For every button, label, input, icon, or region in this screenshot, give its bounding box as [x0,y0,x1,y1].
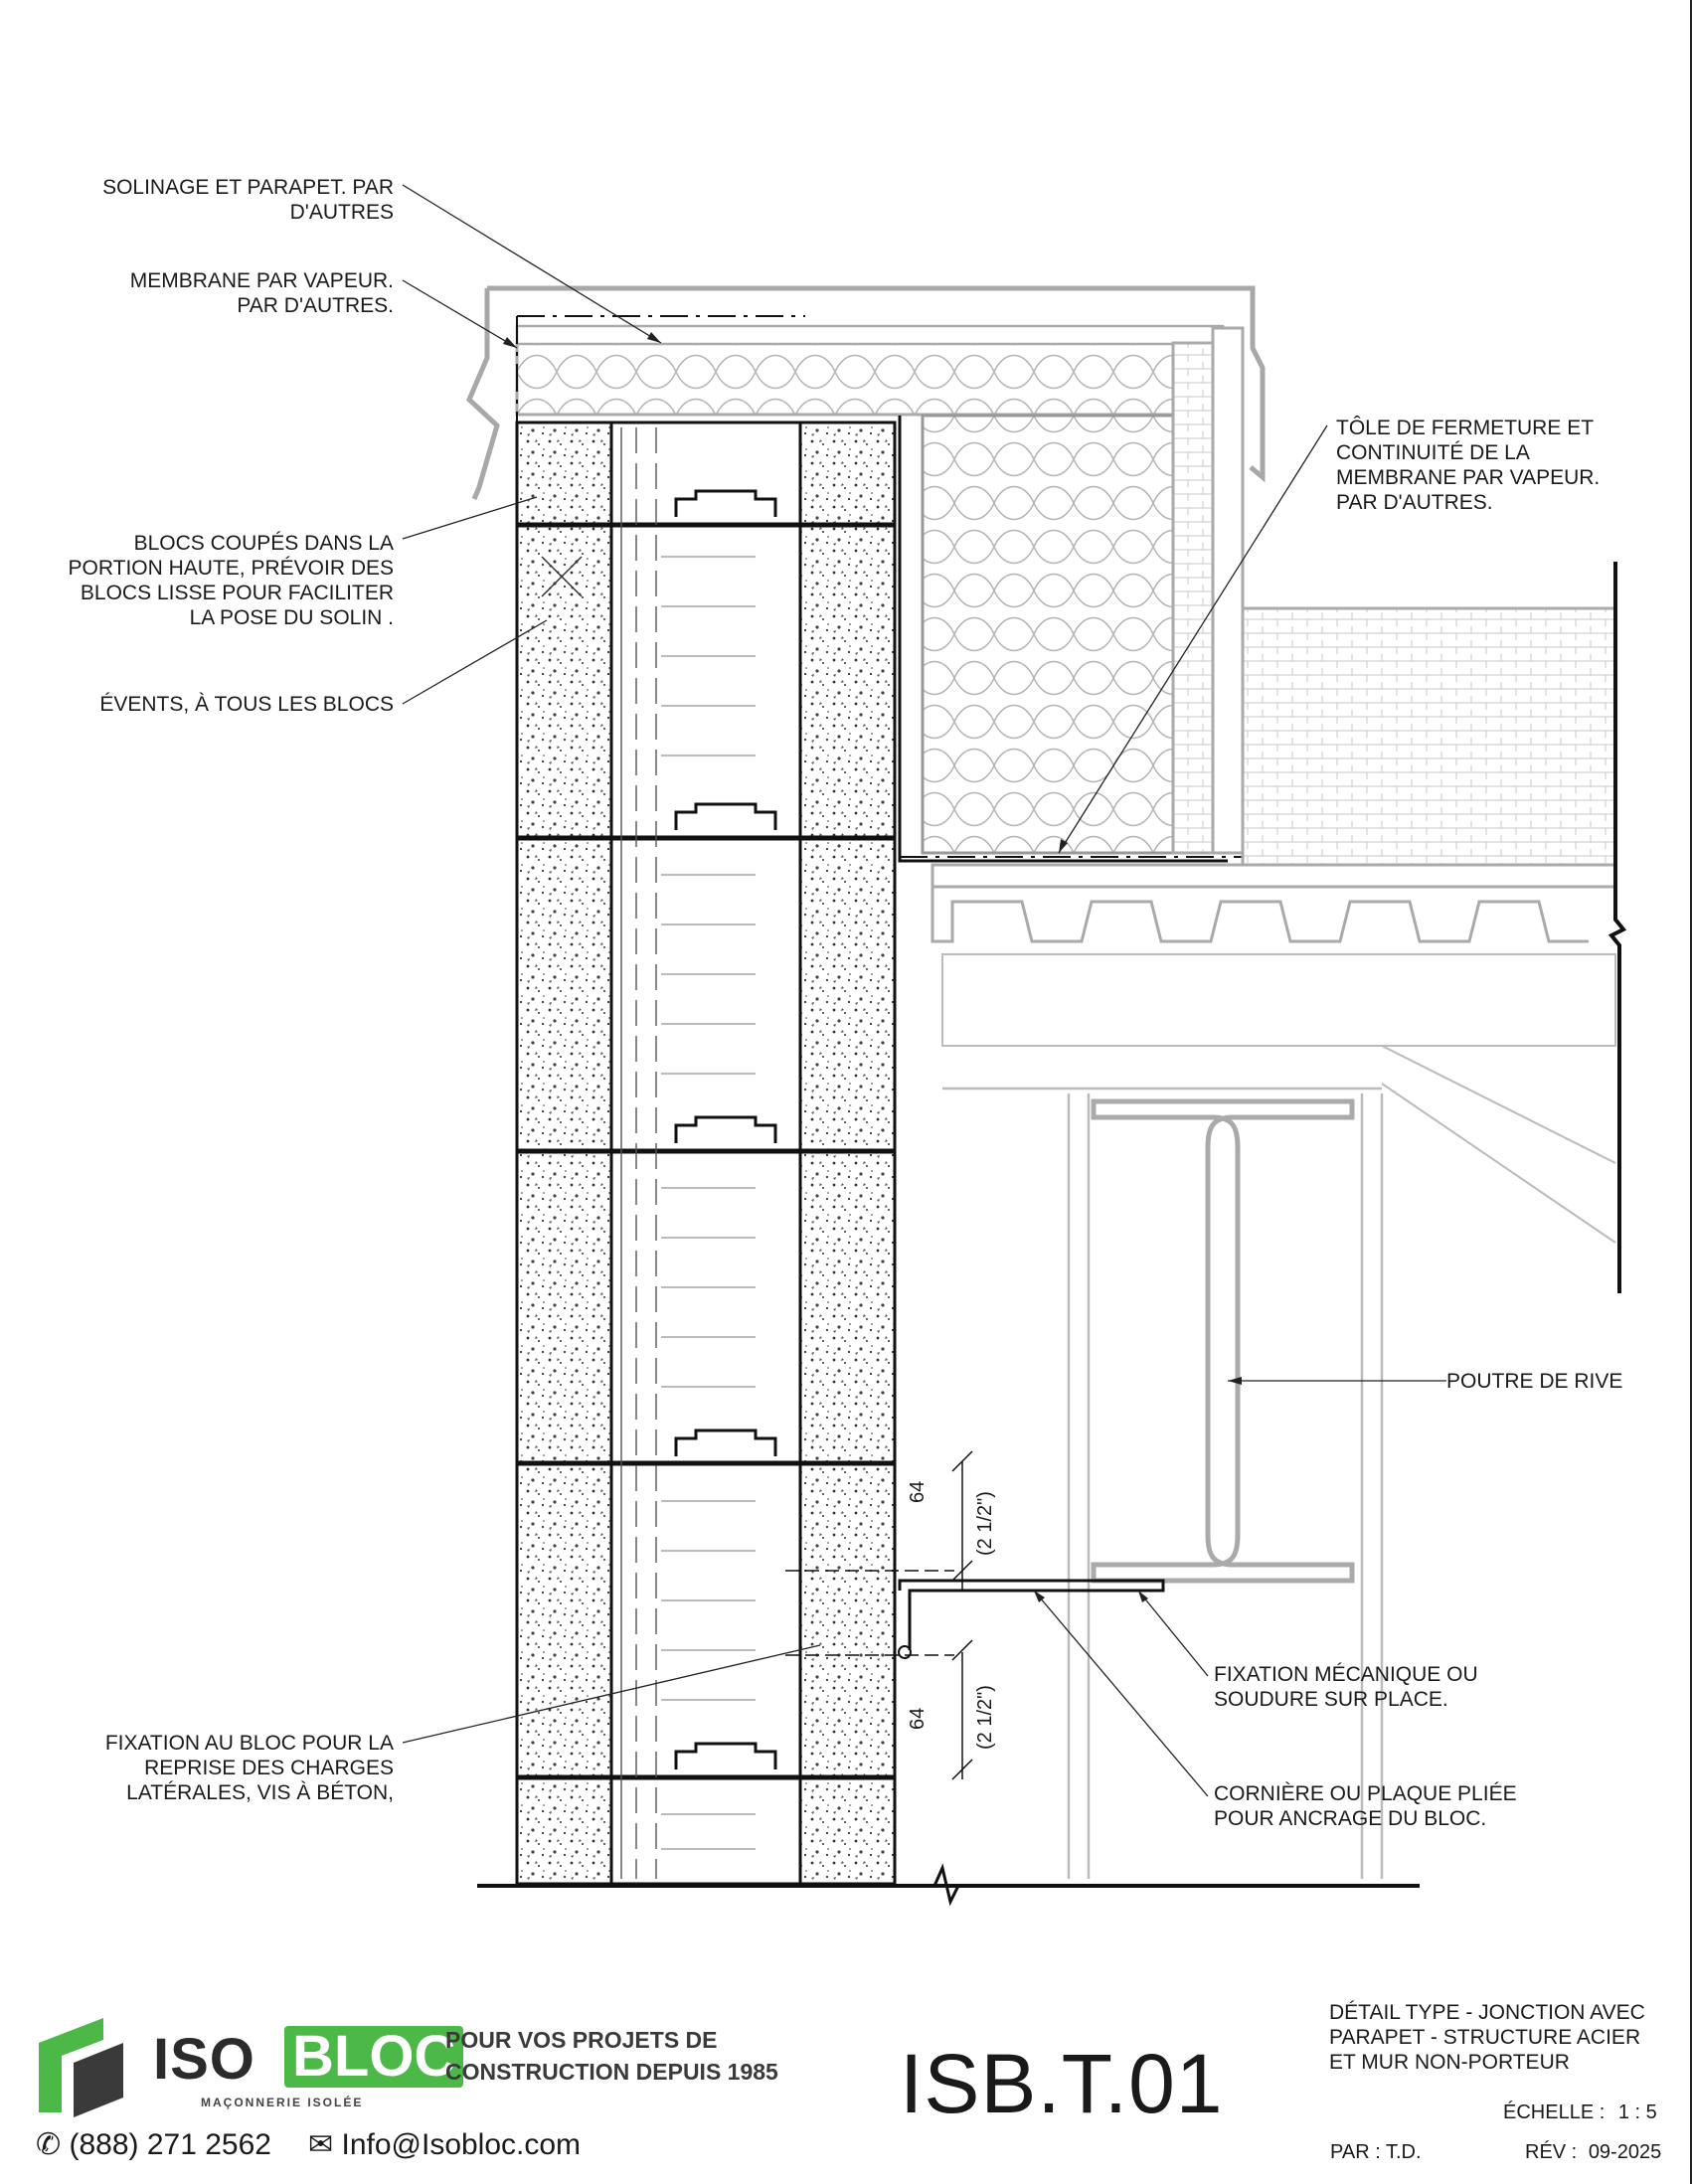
note-membrane: MEMBRANE PAR VAPEUR. PAR D'AUTRES. [129,269,394,317]
dimension-imperial: (2 1/2") [974,1685,996,1750]
scale-row [1503,2101,1657,2124]
logo-mark-icon [34,2018,133,2117]
note-solinage: SOLINAGE ET PARAPET. PAR D'AUTRES [102,176,394,224]
rev-row [1525,2141,1661,2164]
sheet-number: ISB.T.01 [900,2037,1224,2130]
drawing-title: DÉTAIL TYPE - JONCTION AVEC PARAPET - STRUCTURE ACIER ET MUR NON-PORTEUR [1329,2001,1645,2074]
email-contact [308,2127,581,2162]
dimension-value: 64 [907,1480,929,1503]
email-address: Info@Isobloc.com [341,2128,582,2161]
dimension-imperial: (2 1/2") [974,1491,996,1556]
by-value: T.D. [1385,2141,1422,2163]
tagline: POUR VOS PROJETS DE CONSTRUCTION DEPUIS 1985 [445,2027,778,2085]
dimension-imperial-lower [974,1685,997,1750]
phone-icon: ✆ [36,2128,62,2161]
logo-bloc-text: BLOC [284,2026,463,2088]
note-corniere: CORNIÈRE OU PLAQUE PLIÉE POUR ANCRAGE DU BLOC. [1214,1782,1517,1830]
logo-iso-text: ISO [153,2027,255,2092]
phone-contact [36,2127,271,2162]
scale-value: 1 : 5 [1617,2101,1657,2123]
note-tole: TÔLE DE FERMETURE ET CONTINUITÉ DE LA MEMBRANE PAR VAPEUR. PAR D'AUTRES. [1336,417,1601,514]
dimension-label-lower [907,1708,930,1730]
note-blocs-coupes: BLOCS COUPÉS DANS LA PORTION HAUTE, PRÉVOIR DES BLOCS LISSE POUR FACILITER LA POSE DU SOLIN . [68,532,394,629]
note-poutre: POUTRE DE RIVE [1446,1370,1623,1393]
rev-value: 09-2025 [1588,2141,1662,2163]
masonry-wall [517,422,895,1884]
rev-label: RÉV : [1525,2141,1578,2163]
by-row [1330,2141,1422,2164]
note-fixation-bloc: FIXATION AU BLOC POUR LA REPRISE DES CHARGES LATÉRALES, VIS À BÉTON, [104,1732,394,1804]
note-events: ÉVENTS, À TOUS LES BLOCS [99,693,394,716]
isobloc-logo [34,2012,456,2121]
logo-subtitle: MAÇONNERIE ISOLÉE [201,2096,364,2109]
mail-icon: ✉ [308,2128,334,2161]
dimension-label-upper [907,1481,930,1503]
scale-label: ÉCHELLE : [1503,2101,1606,2123]
dimension-value: 64 [907,1707,929,1730]
dimension-imperial-upper [974,1491,997,1556]
phone-number: (888) 271 2562 [69,2128,271,2161]
by-label: PAR : [1330,2141,1381,2163]
note-fixation-meca: FIXATION MÉCANIQUE OU SOUDURE SUR PLACE. [1214,1663,1478,1711]
